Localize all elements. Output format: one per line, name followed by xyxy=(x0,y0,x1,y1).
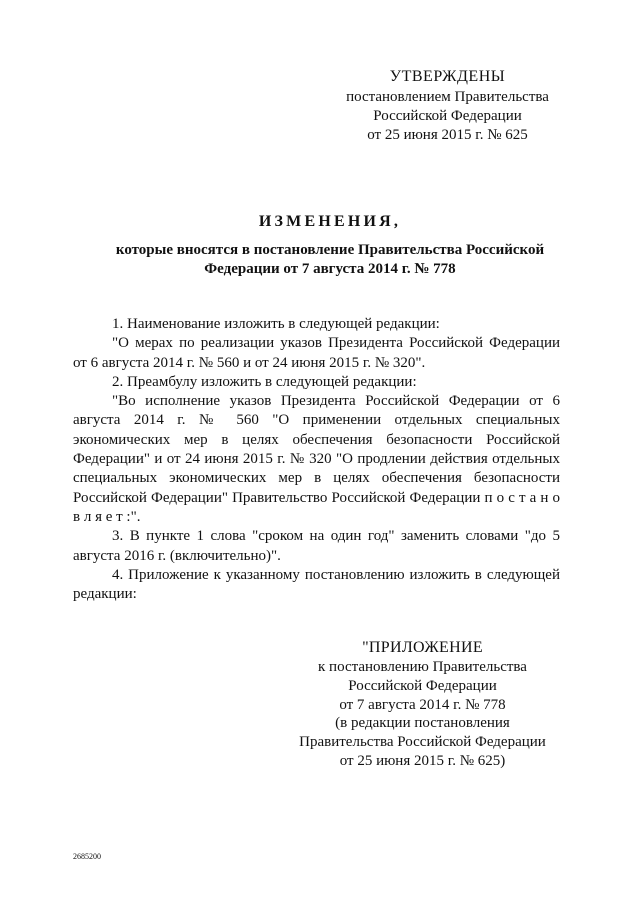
document-heading xyxy=(80,211,580,279)
heading-title: ИЗМЕНЕНИЯ, xyxy=(258,213,402,230)
heading-subtitle-line-2: Федерации от 7 августа 2014 г. № 778 xyxy=(204,261,456,277)
paragraph-3: 2. Преамбулу изложить в следующей редакции: xyxy=(112,373,417,390)
heading-subtitle-line-1: которые вносятся в постановление Правительства Российской xyxy=(115,242,545,258)
approval-line-2: Российской Федерации xyxy=(373,108,522,124)
document-body xyxy=(73,315,560,604)
appendix-line-1: к постановлению Правительства xyxy=(318,659,527,675)
approval-line-1: постановлением Правительства xyxy=(346,89,549,105)
appendix-line-4: (в редакции постановления xyxy=(335,715,510,732)
appendix-line-3: от 7 августа 2014 г. № 778 xyxy=(339,696,506,713)
approval-line-3: от 25 июня 2015 г. № 625 xyxy=(367,127,528,143)
appendix-line-5: Правительства Российской Федерации xyxy=(299,734,546,751)
approval-block xyxy=(335,66,560,145)
paragraph-6: 4. Приложение к указанному постановлению изложить в следующей редакции: xyxy=(73,566,560,603)
appendix-line-6: от 25 июня 2015 г. № 625) xyxy=(339,752,506,769)
paragraph-2: "О мерах по реализации указов Президента Российской Федерации от 6 августа 2014 г. № 560 и от 24 июня 2015 г. № 320". xyxy=(73,335,560,371)
appendix-line-2: Российской Федерации xyxy=(348,677,497,694)
approval-title: УТВЕРЖДЕНЫ xyxy=(389,68,506,85)
paragraph-4: "Во исполнение указов Президента Российской Федерации от 6 августа 2014 г. № 560 "О применении отдельных специальных экономических мер в целях обеспечения безопасности Российской Федерации" и от 24 июня 2015 г. № 320 "О продлении действия отдельных специальных экономических мер в целях обеспечения безопасности Российской Федерации" Правительство Российской Федерации п о с т а н о в л я е т :". xyxy=(73,393,560,525)
paragraph-5: 3. В пункте 1 слова "сроком на один год" заменить словами "до 5 августа 2016 г. (включительно)". xyxy=(73,528,560,564)
document-number: 2685200 xyxy=(73,852,101,861)
appendix-title: "ПРИЛОЖЕНИЕ xyxy=(362,639,483,656)
paragraph-1: 1. Наименование изложить в следующей редакции: xyxy=(112,316,440,332)
appendix-block xyxy=(290,637,555,771)
